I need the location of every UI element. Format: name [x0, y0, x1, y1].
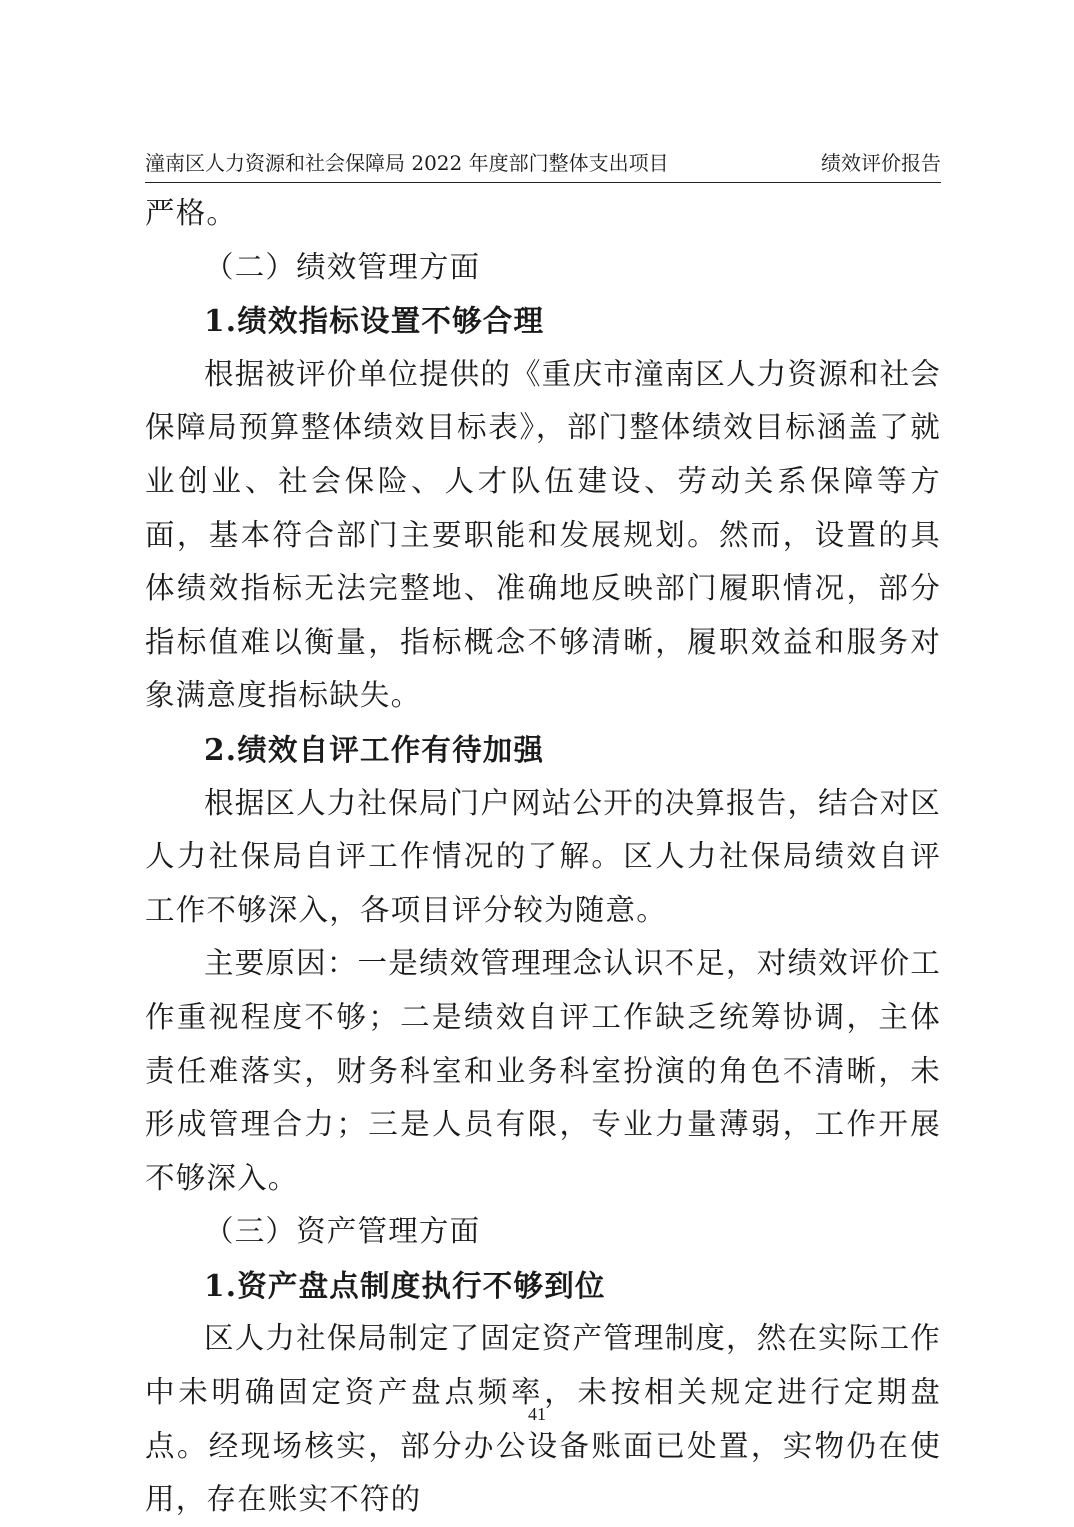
- paragraph-continuation: 严格。: [145, 196, 238, 230]
- header-title: 潼南区人力资源和社会保障局 2022 年度部门整体支出项目: [145, 151, 669, 175]
- header-report-type: 绩效评价报告: [821, 151, 941, 175]
- page-header: [145, 148, 941, 183]
- paragraph-main-reasons: 主要原因：一是绩效管理理念认识不足，对绩效评价工作重视程度不够；二是绩效自评工作缺乏统筹协调，主体责任难落实，财务科室和业务科室扮演的角色不清晰，未形成管理合力；三是人员有限，专业力量薄弱，工作开展不够深入。: [145, 946, 941, 1195]
- subheading-asset-inventory: 1.资产盘点制度执行不够到位: [204, 1267, 606, 1303]
- paragraph-indicator-setting: 根据被评价单位提供的《重庆市潼南区人力资源和社会保障局预算整体绩效目标表》，部门整体绩效目标涵盖了就业创业、社会保险、人才队伍建设、劳动关系保障等方面，基本符合部门主要职能和发展规划。然而，设置的具体绩效指标无法完整地、准确地反映部门履职情况，部分指标值难以衡量，指标概念不够清晰，履职效益和服务对象满意度指标缺失。: [145, 356, 941, 713]
- paragraph-self-evaluation: 根据区人力社保局门户网站公开的决算报告，结合对区人力社保局自评工作情况的了解。区人力社保局绩效自评工作不够深入，各项目评分较为随意。: [145, 785, 941, 927]
- section-heading-asset-management: （三）资产管理方面: [204, 1214, 481, 1249]
- section-heading-performance-management: （二）绩效管理方面: [204, 249, 481, 284]
- subheading-self-evaluation: 2.绩效自评工作有待加强: [204, 731, 545, 767]
- subheading-indicator-setting: 1.绩效指标设置不够合理: [204, 303, 545, 339]
- page-body: [145, 187, 941, 1527]
- page-number: 41: [528, 1404, 546, 1424]
- paragraph-asset-inventory: 区人力社保局制定了固定资产管理制度，然在实际工作中未明确固定资产盘点频率，未按相关规定进行定期盘点。经现场核实，部分办公设备账面已处置，实物仍在使用，存在账实不符的: [145, 1321, 941, 1517]
